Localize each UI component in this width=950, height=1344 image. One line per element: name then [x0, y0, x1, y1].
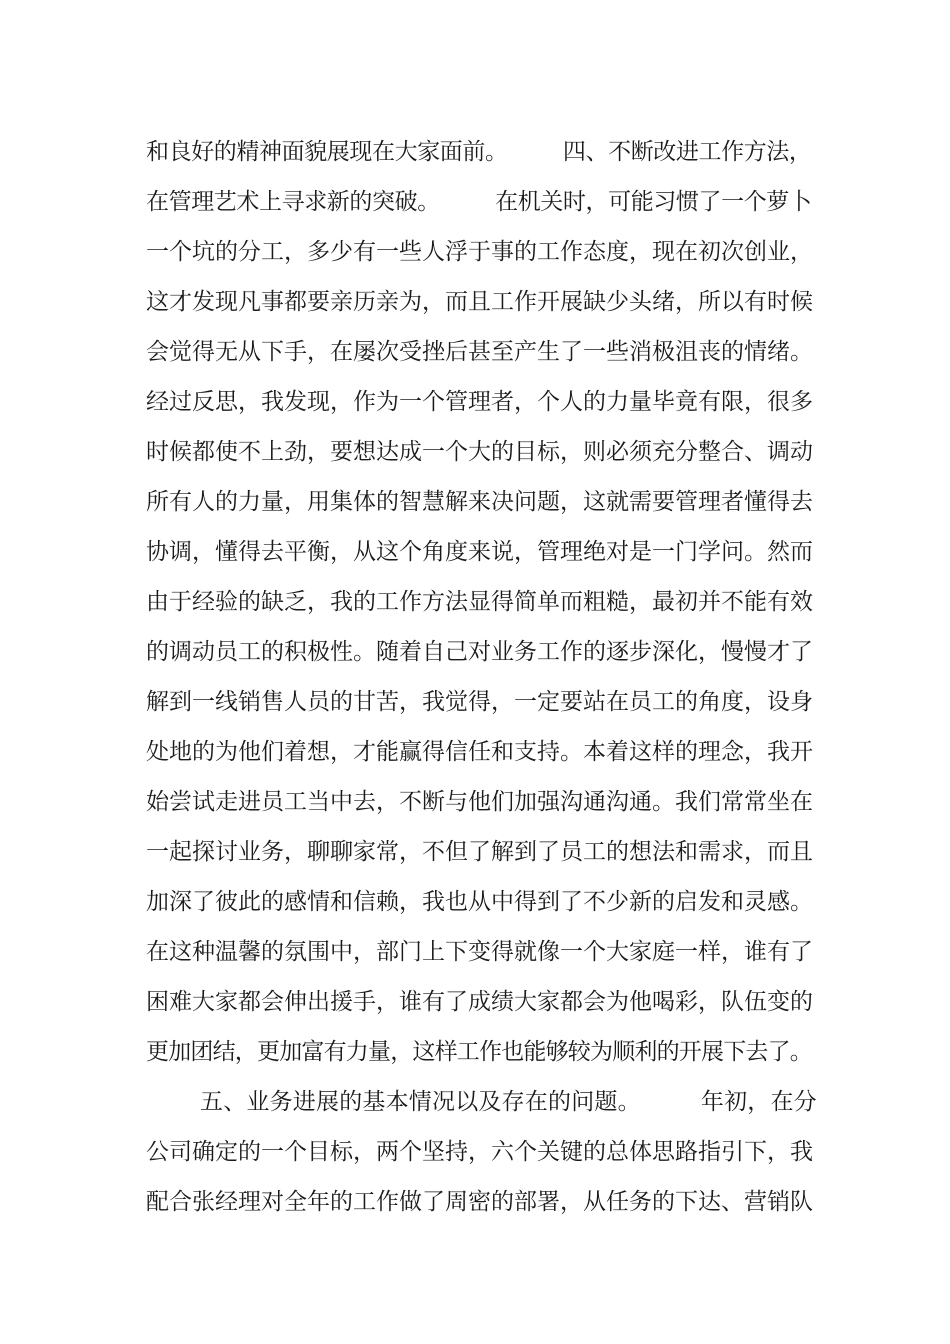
- text-line: 这才发现凡事都要亲历亲为，而且工作开展缺少头绪，所以有时候: [146, 289, 813, 315]
- text-line: 时候都使不上劲，要想达成一个大的目标，则必须充分整合、调动: [146, 439, 813, 465]
- section-heading-line: 五、业务进展的基本情况以及存在的问题。 年初，在分: [200, 1089, 817, 1115]
- text-line: 解到一线销售人员的甘苦，我觉得，一定要站在员工的角度，设身: [146, 689, 813, 715]
- text-line: 协调，懂得去平衡，从这个角度来说，管理绝对是一门学问。然而: [146, 539, 813, 565]
- text-line: 一个坑的分工，多少有一些人浮于事的工作态度，现在初次创业，: [146, 239, 813, 265]
- text-line: 和良好的精神面貌展现在大家面前。 四、不断改进工作方法，: [146, 139, 812, 165]
- text-line: 一起探讨业务，聊聊家常，不但了解到了员工的想法和需求，而且: [146, 839, 813, 865]
- text-line: 由于经验的缺乏，我的工作方法显得简单而粗糙，最初并不能有效: [146, 589, 813, 615]
- text-line: 公司确定的一个目标，两个坚持，六个关键的总体思路指引下，我: [146, 1139, 813, 1165]
- text-line: 会觉得无从下手，在屡次受挫后甚至产生了一些消极沮丧的情绪。: [146, 339, 813, 365]
- text-line: 配合张经理对全年的工作做了周密的部署，从任务的下达、营销队: [146, 1189, 813, 1215]
- text-line: 加深了彼此的感情和信赖，我也从中得到了不少新的启发和灵感。: [146, 889, 813, 915]
- text-line: 始尝试走进员工当中去，不断与他们加强沟通沟通。我们常常坐在: [146, 789, 813, 815]
- text-line: 处地的为他们着想，才能赢得信任和支持。本着这样的理念，我开: [146, 739, 813, 765]
- text-line: 所有人的力量，用集体的智慧解来决问题，这就需要管理者懂得去: [146, 489, 813, 515]
- text-line: 在管理艺术上寻求新的突破。 在机关时，可能习惯了一个萝卜: [146, 189, 812, 215]
- text-line: 更加团结，更加富有力量，这样工作也能够较为顺利的开展下去了。: [146, 1039, 813, 1065]
- text-line: 困难大家都会伸出援手，谁有了成绩大家都会为他喝彩，队伍变的: [146, 989, 813, 1015]
- text-line: 在这种温馨的氛围中，部门上下变得就像一个大家庭一样，谁有了: [146, 939, 813, 965]
- text-line: 的调动员工的积极性。随着自己对业务工作的逐步深化，慢慢才了: [146, 639, 813, 665]
- text-line: 经过反思，我发现，作为一个管理者，个人的力量毕竟有限，很多: [146, 389, 813, 415]
